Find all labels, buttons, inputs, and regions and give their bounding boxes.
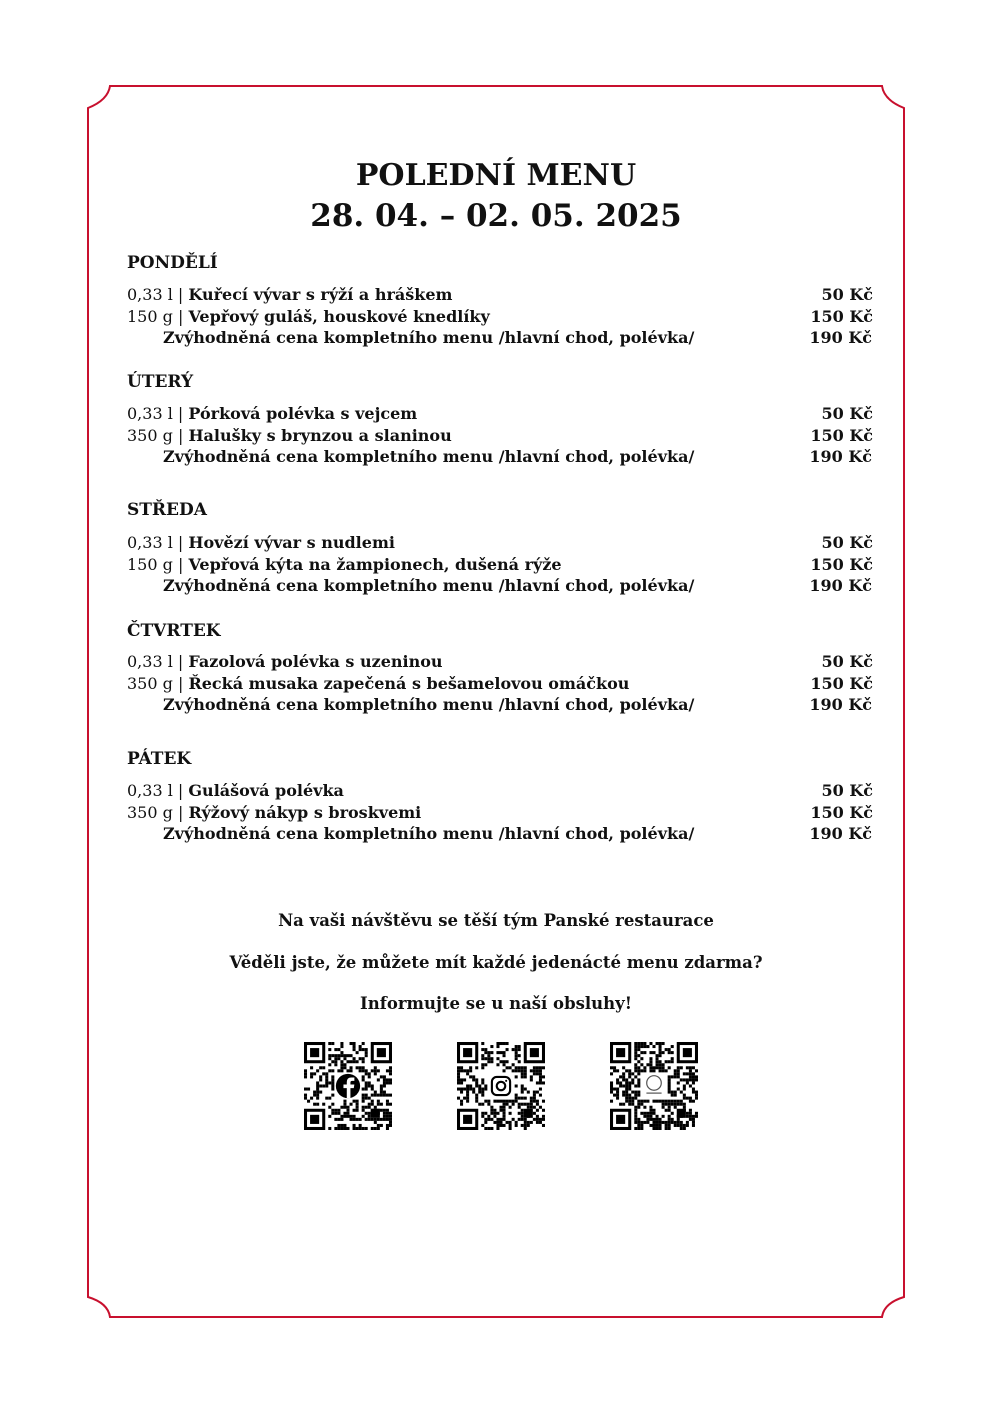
- day-heading: ÚTERÝ: [127, 372, 194, 392]
- menu-item-main: [127, 426, 873, 448]
- menu-item-combo: [163, 695, 872, 717]
- footer-promo: Věděli jste, že můžete mít každé jedenácté menu zdarma?: [229, 953, 763, 972]
- item-price: 50 Kč: [821, 533, 873, 552]
- menu-item-soup: [127, 285, 873, 307]
- menu-item-combo: [163, 576, 872, 598]
- item-name: Hovězí vývar s nudlemi: [188, 533, 395, 552]
- page-title: POLEDNÍ MENU: [355, 158, 637, 193]
- item-name: Zvýhodněná cena kompletního menu /hlavní chod, polévka/: [163, 695, 695, 714]
- item-price: 150 Kč: [810, 307, 873, 326]
- item-price: 150 Kč: [810, 555, 873, 574]
- item-name: Vepřová kýta na žampionech, dušená rýže: [188, 555, 562, 574]
- menu-item-combo: [163, 328, 872, 350]
- menu-item-main: [127, 803, 873, 825]
- item-name: Pórková polévka s vejcem: [188, 404, 418, 423]
- item-quantity: 0,33 l |: [127, 652, 189, 671]
- item-name: Halušky s brynzou a slaninou: [188, 426, 452, 445]
- item-price: 190 Kč: [809, 576, 872, 595]
- item-price: 190 Kč: [809, 695, 872, 714]
- qr-code-instagram[interactable]: [457, 1042, 545, 1130]
- item-name: Zvýhodněná cena kompletního menu /hlavní chod, polévka/: [163, 824, 695, 843]
- item-price: 50 Kč: [821, 285, 873, 304]
- item-name: Fazolová polévka s uzeninou: [188, 652, 443, 671]
- item-quantity: 0,33 l |: [127, 533, 189, 552]
- menu-item-combo: [163, 824, 872, 846]
- item-name: Rýžový nákyp s broskvemi: [188, 803, 422, 822]
- item-price: 190 Kč: [809, 447, 872, 466]
- item-price: 50 Kč: [821, 652, 873, 671]
- menu-item-soup: [127, 404, 873, 426]
- day-heading: PONDĚLÍ: [127, 253, 218, 273]
- qr-code-facebook[interactable]: [304, 1042, 392, 1130]
- item-quantity: 0,33 l |: [127, 285, 189, 304]
- menu-item-soup: [127, 652, 873, 674]
- item-quantity: 350 g |: [127, 803, 189, 822]
- item-price: 50 Kč: [821, 404, 873, 423]
- qr-code-website[interactable]: [610, 1042, 698, 1130]
- menu-item-main: [127, 307, 873, 329]
- item-name: Zvýhodněná cena kompletního menu /hlavní chod, polévka/: [163, 447, 695, 466]
- item-quantity: 150 g |: [127, 307, 189, 326]
- instagram-icon: [492, 1077, 510, 1095]
- item-name: Řecká musaka zapečená s bešamelovou omáčkou: [188, 674, 630, 693]
- item-price: 190 Kč: [809, 328, 872, 347]
- item-quantity: 350 g |: [127, 674, 189, 693]
- item-name: Zvýhodněná cena kompletního menu /hlavní chod, polévka/: [163, 328, 695, 347]
- item-quantity: 150 g |: [127, 555, 189, 574]
- day-heading: ČTVRTEK: [127, 621, 221, 641]
- item-name: Kuřecí vývar s rýží a hráškem: [188, 285, 453, 304]
- item-price: 150 Kč: [810, 674, 873, 693]
- menu-item-soup: [127, 781, 873, 803]
- item-name: Gulášová polévka: [188, 781, 344, 800]
- item-name: Zvýhodněná cena kompletního menu /hlavní chod, polévka/: [163, 576, 695, 595]
- item-quantity: 0,33 l |: [127, 404, 189, 423]
- restaurant-logo-icon: [646, 1076, 661, 1094]
- facebook-icon: [336, 1074, 360, 1098]
- footer-info: Informujte se u naší obsluhy!: [360, 994, 632, 1013]
- menu-item-main: [127, 555, 873, 577]
- date-range: 28. 04. – 02. 05. 2025: [310, 198, 682, 234]
- item-price: 190 Kč: [809, 824, 872, 843]
- day-heading: STŘEDA: [127, 500, 207, 520]
- menu-item-soup: [127, 533, 873, 555]
- item-price: 150 Kč: [810, 426, 873, 445]
- item-quantity: 0,33 l |: [127, 781, 189, 800]
- item-name: Vepřový guláš, houskové knedlíky: [188, 307, 490, 326]
- footer-greeting: Na vaši návštěvu se těší tým Panské restaurace: [278, 911, 714, 930]
- item-price: 50 Kč: [821, 781, 873, 800]
- item-price: 150 Kč: [810, 803, 873, 822]
- menu-item-main: [127, 674, 873, 696]
- day-heading: PÁTEK: [127, 749, 192, 769]
- item-quantity: 350 g |: [127, 426, 189, 445]
- menu-item-combo: [163, 447, 872, 469]
